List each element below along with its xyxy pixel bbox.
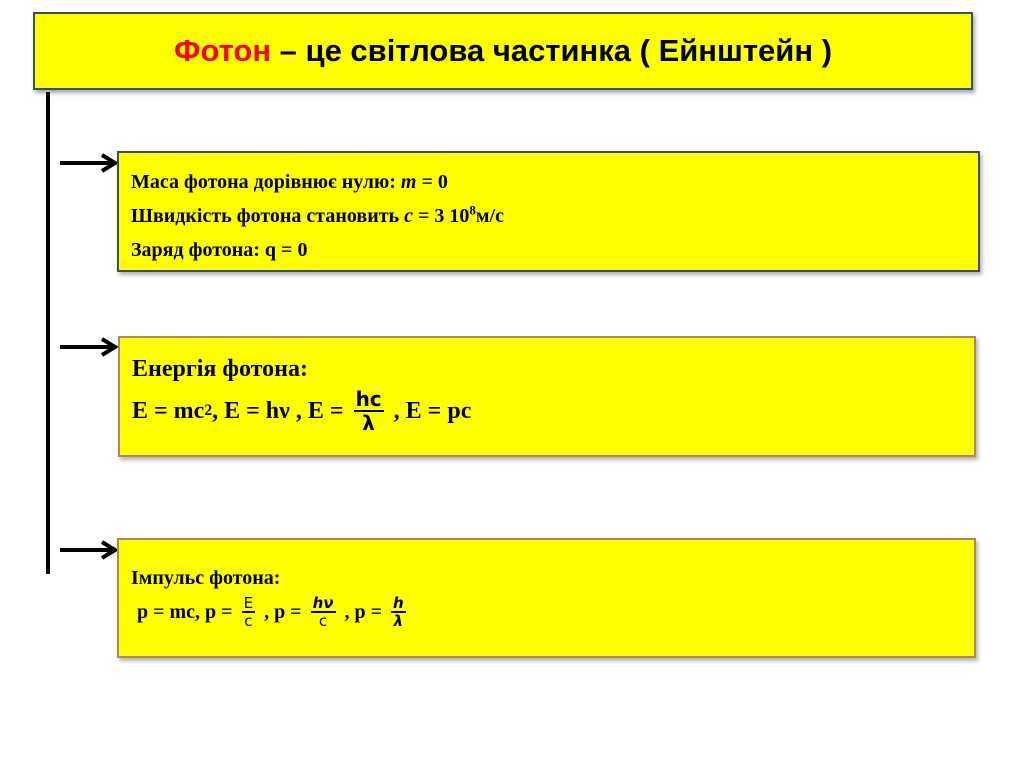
momentum-eq-1: p = mc, p =	[137, 601, 238, 623]
momentum-equations	[131, 592, 962, 632]
mass-var: m	[400, 171, 417, 193]
title-highlight: Фотон	[173, 33, 272, 68]
momentum-eq-3: , p =	[339, 601, 388, 623]
charge-line: Заряд фотона: q = 0	[131, 239, 308, 261]
momentum-fraction-3-numerator: h	[393, 593, 404, 612]
speed-line	[131, 199, 966, 233]
speed-text: Швидкість фотона становить	[131, 205, 405, 227]
arrow-right-icon	[60, 337, 118, 357]
momentum-fraction-2-numerator: hν	[312, 593, 334, 612]
momentum-heading: Імпульс фотона:	[131, 567, 281, 589]
momentum-fraction-1	[242, 595, 255, 630]
slide-title	[33, 12, 973, 90]
photon-energy-box	[118, 336, 976, 457]
connector-line	[46, 92, 50, 574]
arrow-right-icon	[60, 540, 118, 560]
photon-properties-box	[117, 151, 980, 272]
energy-eq-3: , E = pc	[387, 398, 472, 424]
momentum-fraction-2-denominator: c	[318, 612, 328, 630]
photon-momentum-box	[117, 538, 976, 658]
speed-var: c	[404, 205, 414, 227]
energy-heading: Енергія фотона:	[132, 356, 308, 382]
momentum-fraction-1-denominator: c	[244, 612, 253, 630]
momentum-fraction-2	[311, 595, 336, 630]
mass-line	[131, 165, 966, 199]
arrow-right-icon	[60, 153, 118, 173]
speed-exponent: 8	[469, 202, 476, 218]
energy-eq-1: E = mc	[132, 398, 205, 424]
energy-fraction	[354, 388, 384, 434]
mass-text: Маса фотона дорівнює нулю:	[131, 171, 401, 193]
speed-value: = 3 10	[413, 205, 470, 227]
energy-eq-2: , E = hν , E =	[212, 398, 350, 424]
momentum-eq-2: , p =	[259, 601, 307, 623]
momentum-fraction-3	[391, 595, 406, 630]
speed-unit: м/с	[475, 205, 504, 227]
title-rest: – це світлова частинка ( Ейнштейн )	[271, 33, 833, 68]
momentum-fraction-3-denominator: λ	[393, 612, 404, 630]
mass-value: = 0	[416, 171, 448, 193]
energy-fraction-numerator: hc	[355, 387, 382, 411]
momentum-fraction-1-numerator: E	[243, 593, 254, 612]
energy-equations: E = mc 2 , E = hν , E = $\frac{hc}{\lambda}$ , E = pc	[132, 387, 472, 435]
energy-fraction-denominator: λ	[362, 411, 375, 435]
